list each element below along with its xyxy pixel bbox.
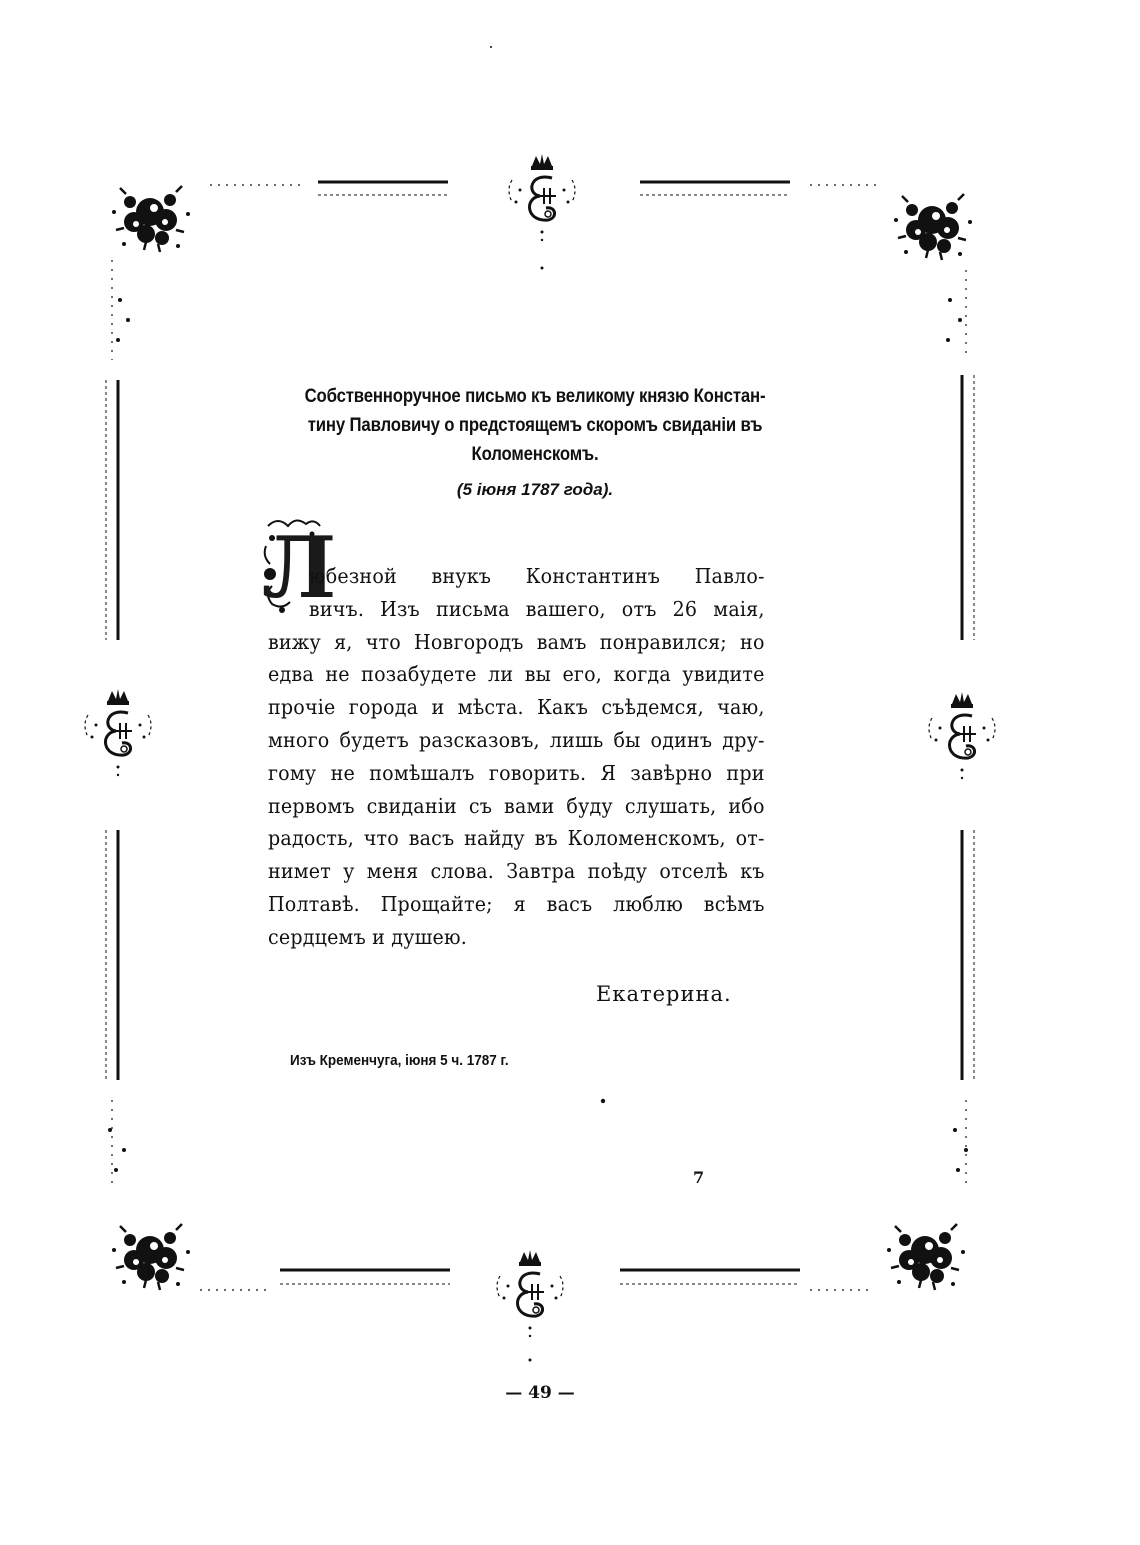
corner-bouquet-top-right-icon	[894, 194, 972, 260]
letter-line: нимет у меня слова. Завтра поѣду отселѣ къ	[268, 859, 765, 884]
letter-line: Полтавѣ. Прощайте; я васъ люблю всѣмъ	[268, 891, 765, 916]
letter-line: гому не помѣшалъ говорить. Я завѣрно при	[268, 760, 765, 785]
place-and-date: Изъ Кременчуга, іюня 5 ч. 1787 г.	[290, 1052, 509, 1069]
letter-body	[268, 560, 765, 954]
monogram-bottom-icon	[497, 1250, 563, 1337]
letter-line: вичъ. Изъ письма вашего, отъ 26 маія,	[308, 596, 765, 621]
letter-line: много будетъ разсказовъ, лишь бы одинъ дру-	[268, 727, 765, 752]
letter-line: прочіе города и мѣста. Какъ съѣдемся, чаю,	[268, 695, 765, 720]
letter-line: первомъ свиданіи съ вами буду слушать, ибо	[268, 793, 765, 818]
monogram-right-icon	[929, 692, 995, 779]
corner-bouquet-bottom-right-icon	[887, 1224, 965, 1290]
folio-mark: 7	[693, 1168, 705, 1187]
title-line-1: Собственноручное письмо къ великому князю Констан-	[304, 385, 766, 407]
letter-line: едва не позабудете ли вы его, когда увидите	[268, 662, 765, 687]
corner-bouquet-bottom-left-icon	[112, 1224, 190, 1290]
letter-line: юбезной внукъ Константинъ Павло-	[308, 564, 765, 588]
letter-line: радость, что васъ найду въ Коломенскомъ, от-	[268, 826, 765, 851]
monogram-top-icon	[509, 154, 575, 241]
page-number: — 49 —	[505, 1383, 575, 1403]
letter-line: сердцемъ и душею.	[268, 924, 468, 949]
letter-date: (5 іюня 1787 года).	[456, 480, 614, 499]
title-line-2: тину Павловичу о предстоящемъ скоромъ свиданіи въ	[307, 414, 763, 436]
drop-cap-letter: Л	[262, 518, 337, 617]
letter-title	[294, 382, 776, 469]
letter-line: вижу я, что Новгородъ вамъ понравился; но	[268, 629, 765, 654]
monogram-left-icon	[85, 689, 151, 776]
title-line-3: Коломенскомъ.	[471, 443, 599, 465]
signature: Екатерина.	[596, 982, 732, 1006]
corner-bouquet-top-left-icon	[112, 186, 190, 252]
